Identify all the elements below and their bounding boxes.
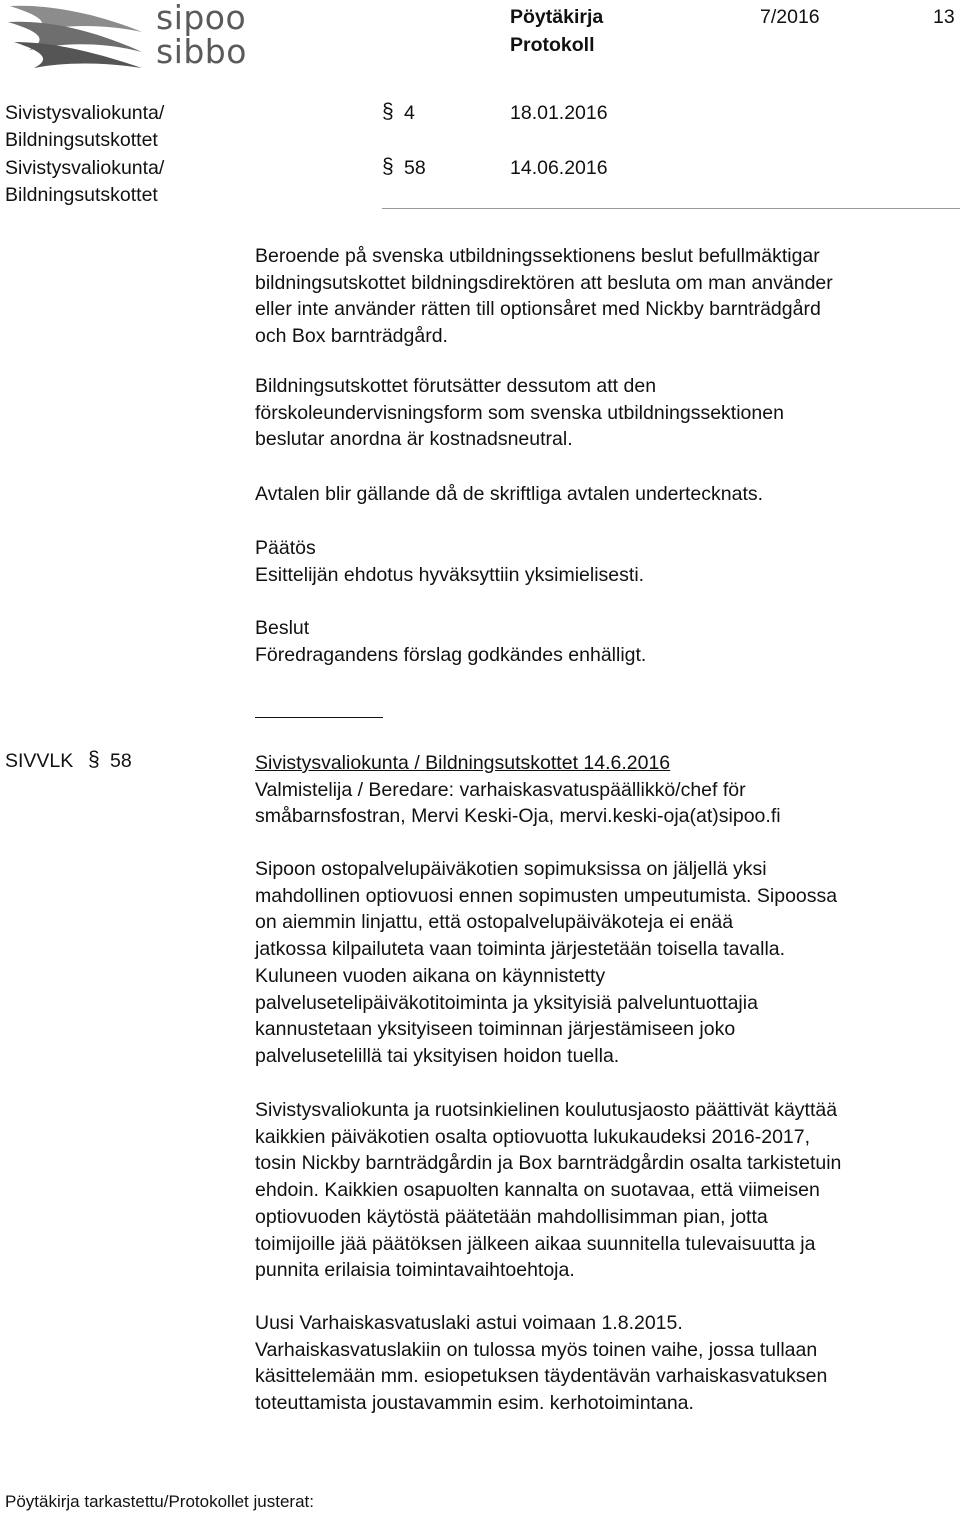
logo-swoosh-icon (4, 2, 154, 72)
text-line: Bildningsutskottet förutsätter dessutom att den (255, 375, 657, 397)
history-body-sv: Bildningsutskottet (5, 129, 158, 151)
text-line: käsittelemään mm. esiopetuksen täydentävän varhaiskasvatuksen (255, 1365, 828, 1388)
text-line: Avtalen blir gällande då de skriftliga avtalen undertecknats. (255, 483, 764, 505)
paatos-text: Esittelijän ehdotus hyväksyttiin yksimielisesti. (255, 563, 645, 586)
text-line: Varhaiskasvatuslakiin on tulossa myös toinen vaihe, jossa tullaan (255, 1338, 818, 1361)
text-line: och Box barnträdgård. (255, 325, 448, 348)
text-line: palvelusetelillä tai yksityisen hoidon tuella. (255, 1044, 620, 1067)
header-rule (382, 208, 960, 209)
text-line: kaikkien päiväkotien osalta optiovuotta lukukaudeksi 2016-2017, (255, 1125, 811, 1148)
section-paragraph-2 (255, 1097, 955, 1284)
text-line: Sipoon ostopalvelupäiväkotien sopimuksissa on jäljellä yksi (255, 858, 767, 880)
section-symbol: § (88, 748, 100, 771)
text-line: mahdollinen optiovuosi ennen sopimusten umpeutumista. Sipoossa (255, 884, 838, 907)
preparer-line: småbarnsfostran, Mervi Keski-Oja, mervi.keski-oja(at)sipoo.fi (255, 805, 781, 828)
section-symbol: § (382, 100, 394, 123)
doc-number: 7/2016 (760, 6, 820, 28)
section-symbol: § (382, 155, 394, 178)
sipoo-sibbo-logo (4, 2, 254, 74)
history-body: Sivistysvaliokunta/ (5, 102, 165, 124)
text-line: bildningsutskottet bildningsdirektören att besluta om man använder (255, 271, 833, 294)
prior-paragraph-1 (255, 243, 955, 350)
history-date: 14.06.2016 (510, 157, 608, 179)
text-line: optiovuoden käytöstä päätetään mahdollisimman pian, jotta (255, 1205, 768, 1228)
text-line: Beroende på svenska utbildningssektionens beslut befullmäktigar (255, 245, 820, 267)
meeting-line: Sivistysvaliokunta / Bildningsutskottet 14.6.2016 (255, 752, 671, 774)
footer-checked-label: Pöytäkirja tarkastettu/Protokollet justerat: (5, 1492, 314, 1511)
text-line: palvelusetelipäiväkotitoiminta ja yksityisiä palveluntuottajia (255, 991, 758, 1014)
history-body: Sivistysvaliokunta/ (5, 157, 165, 179)
text-line: on aiemmin linjattu, että ostopalvelupäiväkoteja ei enää (255, 911, 734, 934)
text-line: Sivistysvaliokunta ja ruotsinkielinen koulutusjaosto päättivät käyttää (255, 1099, 838, 1121)
history-body-sv: Bildningsutskottet (5, 184, 158, 206)
text-line: kannustetaan yksityiseen toiminnan järjestämiseen joko (255, 1018, 736, 1041)
text-line: ehdoin. Kaikkien osapuolten kannalta on suotavaa, että viimeisen (255, 1179, 820, 1202)
text-line: beslutar anordna är kostnadsneutral. (255, 428, 573, 451)
page-number: 13 (933, 6, 955, 28)
meeting-block (255, 750, 955, 830)
section-paragraph-1 (255, 856, 955, 1070)
beslut-text: Föredragandens förslag godkändes enhälligt. (255, 643, 647, 666)
text-line: toimijoille jää päätöksen jälkeen aikaa suunnitella tulevaisuutta ja (255, 1232, 816, 1255)
prior-paragraph-2 (255, 373, 955, 453)
history-date: 18.01.2016 (510, 102, 608, 124)
logo-text-sipoo: sipoo (156, 0, 247, 37)
section-code: SIVVLK (5, 750, 74, 772)
history-section: 4 (404, 102, 415, 124)
text-line: förskoleundervisningsform som svenska utbildningssektionen (255, 401, 784, 424)
text-line: Uusi Varhaiskasvatuslaki astui voimaan 1.8.2015. (255, 1312, 683, 1334)
text-line: jatkossa kilpailuteta vaan toiminta järjestetään toisella tavalla. (255, 938, 786, 961)
text-line: eller inte använder rätten till optionsåret med Nickby barnträdgård (255, 298, 821, 321)
prior-paragraph-3 (255, 481, 955, 508)
doc-type-fi: Pöytäkirja (510, 6, 604, 28)
paatos-heading: Päätös (255, 537, 316, 559)
separator-rule (255, 717, 383, 718)
text-line: Kuluneen vuoden aikana on käynnistetty (255, 964, 606, 987)
text-line: punnita erilaisia toimintavaihtoehtoja. (255, 1259, 575, 1282)
doc-type-sv: Protokoll (510, 34, 595, 56)
beslut-block (255, 615, 955, 668)
section-number: 58 (110, 750, 132, 772)
text-line: tosin Nickby barnträdgårdin ja Box barnträdgårdin osalta tarkistetuin (255, 1152, 842, 1175)
logo-text-sibbo: sibbo (156, 32, 247, 71)
preparer-line: Valmistelija / Beredare: varhaiskasvatuspäällikkö/chef för (255, 778, 746, 801)
section-paragraph-3 (255, 1310, 955, 1417)
beslut-heading: Beslut (255, 617, 310, 639)
paatos-block (255, 535, 955, 588)
text-line: toteuttamista joustavammin esim. kerhotoimintana. (255, 1392, 694, 1415)
history-section: 58 (404, 157, 426, 179)
